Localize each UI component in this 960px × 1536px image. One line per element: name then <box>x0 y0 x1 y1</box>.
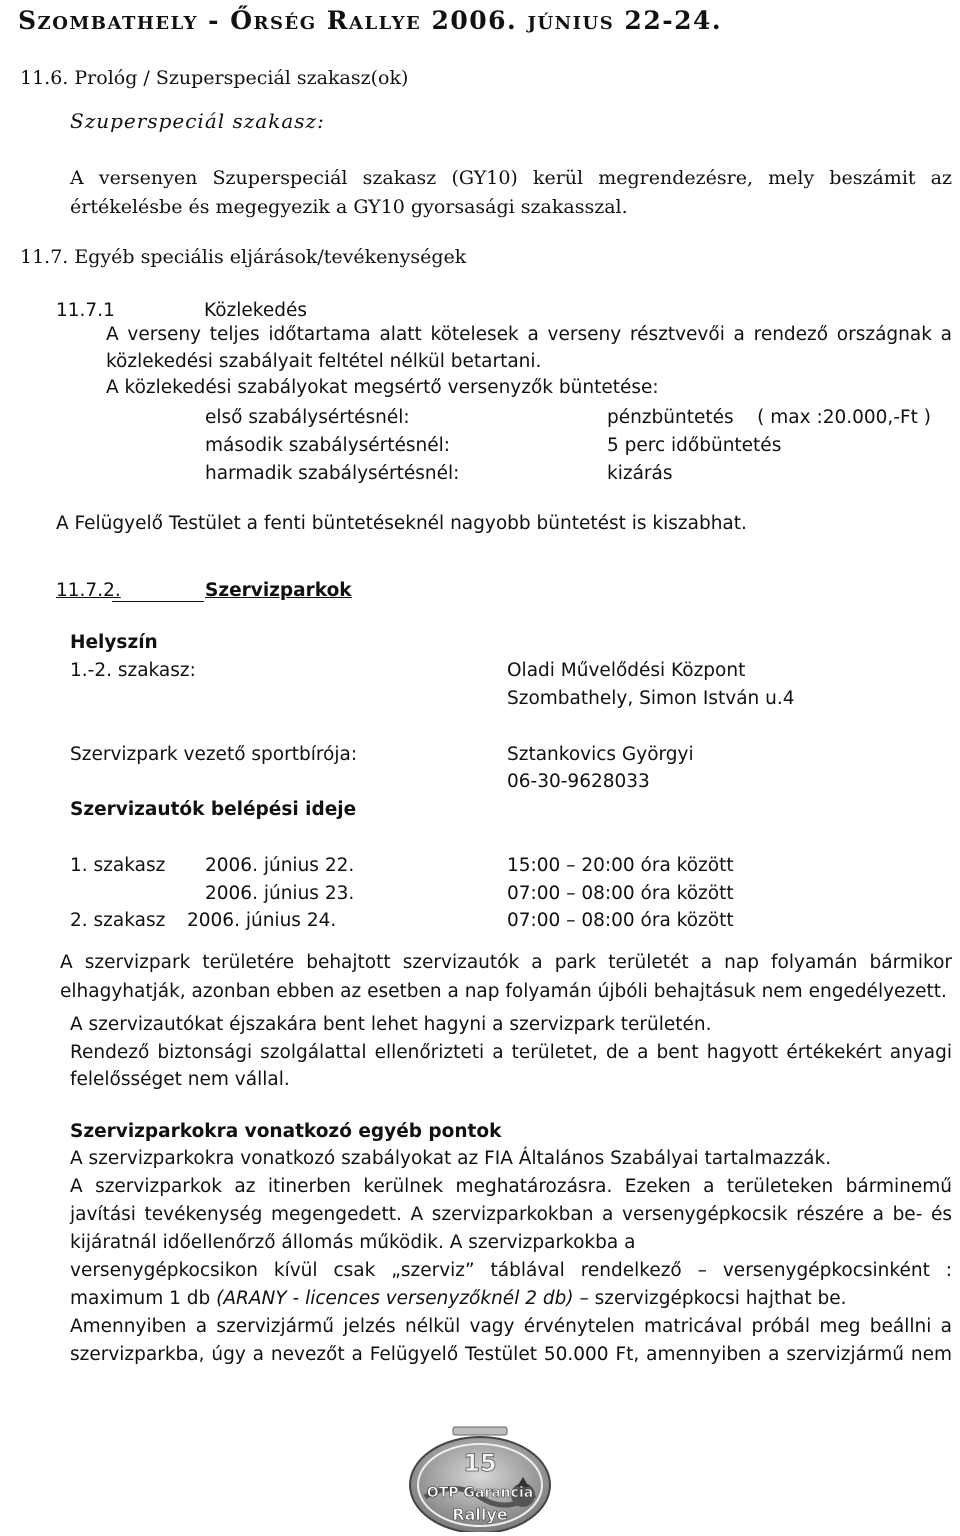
badge-page-number: 15 <box>463 1449 497 1477</box>
penalty-when-1: első szabálysértésnél: <box>205 407 410 428</box>
max-vehicles-line <box>70 1288 846 1309</box>
other-line-1: A szervizparkokra vonatkozó szabályokat az FIA Általános Szabályai tartalmazzák. <box>70 1148 832 1169</box>
location-line-1: Oladi Művelődési Központ <box>507 660 746 681</box>
location-line-2: Szombathely, Simon István u.4 <box>507 688 795 709</box>
penalty-when-2: második szabálysértésnél: <box>205 435 451 456</box>
entry-time-label: Szervizautók belépési ideje <box>70 799 357 820</box>
document-header-title: Szombathely - Őrség Rallye 2006. június 22-24. <box>18 6 723 35</box>
section-11-6-heading: 11.6. Prológ / Szuperspeciál szakasz(ok) <box>20 67 409 89</box>
schedule-date-3: 2006. június 24. <box>187 910 337 931</box>
schedule-time-3: 07:00 – 08:00 óra között <box>507 910 734 931</box>
service-para-1-line-2: elhagyhatják, azonban ebben az esetben a nap folyamán újbóli behajtásuk nem engedélyezett. <box>60 981 947 1002</box>
badge-brand-line-1: OTP Garancia <box>426 1485 534 1501</box>
superspecial-subheading: Szuperspeciál szakasz: <box>70 109 325 133</box>
penalty-what-3: kizárás <box>607 463 673 484</box>
max-suffix: – szervizgépkocsi hajthat be. <box>573 1288 847 1309</box>
heading-underline-spacer <box>112 580 204 581</box>
max-prefix: maximum 1 db <box>70 1288 217 1309</box>
service-para-1-line-1: A szervizpark területére behajtott szervizautók a park területét a nap folyamán bármikor <box>60 952 952 973</box>
traffic-line-3: A közlekedési szabályokat megsértő versenyzők büntetése: <box>106 377 659 398</box>
subsection-11-7-2-title: Szervizparkok <box>205 580 352 601</box>
official-name: Sztankovics Györgyi <box>507 744 694 765</box>
schedule-stage-1: 1. szakasz <box>70 855 166 876</box>
traffic-line-2: közlekedési szabályait feltétel nélkül betartani. <box>106 351 542 372</box>
schedule-stage-3: 2. szakasz <box>70 910 166 931</box>
other-line-4: kijáratnál időellenőrző állomás működik. A szervizparkokba a <box>70 1232 636 1253</box>
other-line-2: A szervizparkok az itinerben kerülnek meghatározásra. Ezeken a területeken bárminemű <box>70 1176 952 1197</box>
official-phone: 06-30-9628033 <box>507 771 650 792</box>
rally-badge-icon <box>405 1425 555 1532</box>
location-label: Helyszín <box>70 632 158 653</box>
otp-garancia-rallye-logo <box>405 1425 555 1532</box>
other-points-heading: Szervizparkokra vonatkozó egyéb pontok <box>70 1121 502 1142</box>
service-para-2-line-2: Rendező biztonsági szolgálattal ellenőrizteti a területet, de a bent hagyott értékekért anyagi <box>70 1042 952 1063</box>
service-para-2-line-3: felelősséget nem vállal. <box>70 1069 290 1090</box>
traffic-line-1: A verseny teljes időtartama alatt kötelesek a verseny résztvevői a rendező országnak a <box>106 324 952 345</box>
max-italic-note: (ARANY - licences versenyzőknél 2 db) <box>216 1288 574 1309</box>
section-11-6-line-1: A versenyen Szuperspeciál szakasz (GY10) kerül megrendezésre, mely beszámit az <box>70 167 952 189</box>
badge-brand-line-2: Rallye <box>452 1505 508 1524</box>
schedule-date-2: 2006. június 23. <box>205 883 355 904</box>
penalty-when-3: harmadik szabálysértésnél: <box>205 463 460 484</box>
schedule-time-1: 15:00 – 20:00 óra között <box>507 855 734 876</box>
last-line-1: Amennyiben a szervizjármű jelzés nélkül vagy érvénytelen matricával próbál meg beállni a <box>70 1316 952 1337</box>
official-label: Szervizpark vezető sportbírója: <box>70 744 358 765</box>
schedule-time-2: 07:00 – 08:00 óra között <box>507 883 734 904</box>
penalty-what-2: 5 perc időbüntetés <box>607 435 782 456</box>
last-line-2: szervizparkba, úgy a nevezőt a Felügyelő Testület 50.000 Ft, amennyiben a szervizjármű nem <box>70 1344 952 1365</box>
service-para-2-line-1: A szervizautókat éjszakára bent lehet hagyni a szervizpark területén. <box>70 1014 712 1035</box>
other-line-3: javítási tevékenység megengedett. A szervizparkokban a versenygépkocsik részére a be- és <box>70 1204 952 1225</box>
other-line-5: versenygépkocsikon kívül csak „szerviz” táblával rendelkező – versenygépkocsinként : <box>70 1260 952 1281</box>
board-note: A Felügyelő Testület a fenti büntetéseknél nagyobb büntetést is kiszabhat. <box>56 513 747 534</box>
subsection-11-7-1-number: 11.7.1 <box>56 300 115 321</box>
subsection-11-7-2-number: 11.7.2. <box>56 580 121 601</box>
section-11-6-line-2: értékelésbe és megegyezik a GY10 gyorsasági szakasszal. <box>70 196 628 218</box>
penalty-what-1: pénzbüntetés ( max :20.000,-Ft ) <box>607 407 931 428</box>
schedule-date-1: 2006. június 22. <box>205 855 355 876</box>
subsection-11-7-1-title: Közlekedés <box>204 300 307 321</box>
section-11-7-heading: 11.7. Egyéb speciális eljárások/tevékenységek <box>20 246 467 268</box>
stage-label: 1.-2. szakasz: <box>70 660 196 681</box>
